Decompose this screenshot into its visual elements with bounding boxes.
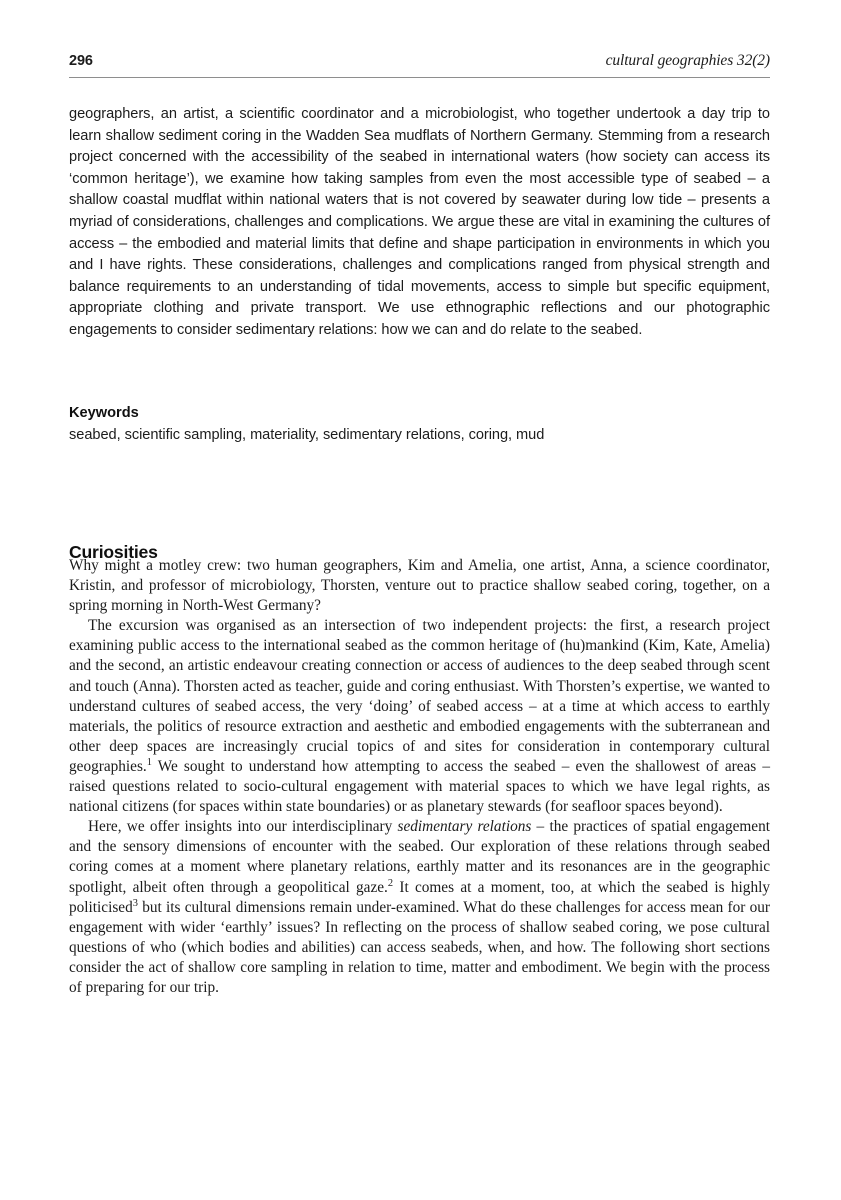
footnote-marker[interactable]: 3	[132, 897, 138, 909]
emphasis-term: sedimentary relations	[397, 818, 532, 836]
running-head	[69, 52, 770, 70]
body-text	[69, 556, 770, 998]
keywords-list: seabed, scientific sampling, materiality, sedimentary relations, coring, mud	[69, 427, 545, 443]
abstract-text: geographers, an artist, a scientific coordinator and a microbiologist, who together undertook a day trip to learn shallow sediment coring in the Wadden Sea mudflats of Northern Germany. Stemming from a research project concerned with the accessibility of the seabed in international waters (how society can access its ‘common heritage’), we examine how taking samples from even the most accessible type of seabed – a shallow coastal mudflat within national waters that is not covered by seawater during low tide – presents a myriad of considerations, challenges and complications. We argue these are vital in examining the cultures of access – the embodied and material limits that define and shape participation in environments in which you and I have rights. These considerations, challenges and complications ranged from physical strength and balance requirements to an understanding of tidal movements, access to simple but specific equipment, appropriate clothing and private transport. We use ethnographic reflections and our photographic engagements to consider sedimentary relations: how we can and do relate to the seabed.	[69, 106, 770, 338]
section-heading-curiosities: Curiosities	[69, 541, 158, 562]
journal-title-issue: cultural geographies 32(2)	[605, 52, 770, 69]
page-number: 296	[69, 53, 93, 69]
body-paragraph: Why might a motley crew: two human geographers, Kim and Amelia, one artist, Anna, a science coordinator, Kristin, and professor of microbiology, Thorsten, venture out to practice shallow seabed coring, together, on a spring morning in North-West Germany?	[69, 557, 770, 615]
keywords-heading: Keywords	[69, 405, 139, 421]
keywords-block	[69, 403, 770, 446]
body-paragraph: Here, we offer insights into our interdisciplinary sedimentary relations – the practices of spatial engagement and the sensory dimensions of encounter with the seabed. Our exploration of these relations through seabed coring comes at a moment where planetary relations, earthly matter and its resonances are in the geographic spotlight, albeit often through a geopolitical gaze.$^2$ It comes at a moment, too, at which the seabed is highly politicised$^3$ but its cultural dimensions remain under-examined. What do these challenges for access mean for our engagement with wider ‘earthly’ issues? In reflecting on the process of shallow seabed coring, we pose cultural questions of who (which bodies and abilities) can access seabeds, when, and how. The following short sections consider the act of shallow core sampling in relation to time, matter and embodiment. We begin with the process of preparing for our trip.	[69, 818, 771, 996]
header-divider	[69, 77, 770, 78]
footnote-marker[interactable]: 1	[146, 756, 152, 768]
footnote-marker[interactable]: 2	[387, 877, 394, 889]
body-paragraph: The excursion was organised as an intersection of two independent projects: the first, a research project examining public access to the international seabed as the common heritage of (hu)mankind (Kim, Kate, Amelia) and the second, an artistic endeavour creating connection or access of audiences to the deep seabed through scent and touch (Anna). Thorsten acted as teacher, guide and coring enthusiast. With Thorsten’s expertise, we wanted to understand cultures of seabed access, the very ‘doing’ of seabed access – at a time at which access to earthly materials, the politics of resource extraction and aesthetic and embodied engagements with the subterranean and other deep spaces are increasingly crucial topics of and sites for consideration in contemporary cultural geographies.$^1$ We sought to understand how attempting to access the seabed – even the shallowest of areas – raised questions related to socio-cultural engagement with material spaces to which we have legal rights, as national citizens (for spaces within state boundaries) or as planetary stewards (for seafloor spaces beyond).	[69, 617, 770, 816]
